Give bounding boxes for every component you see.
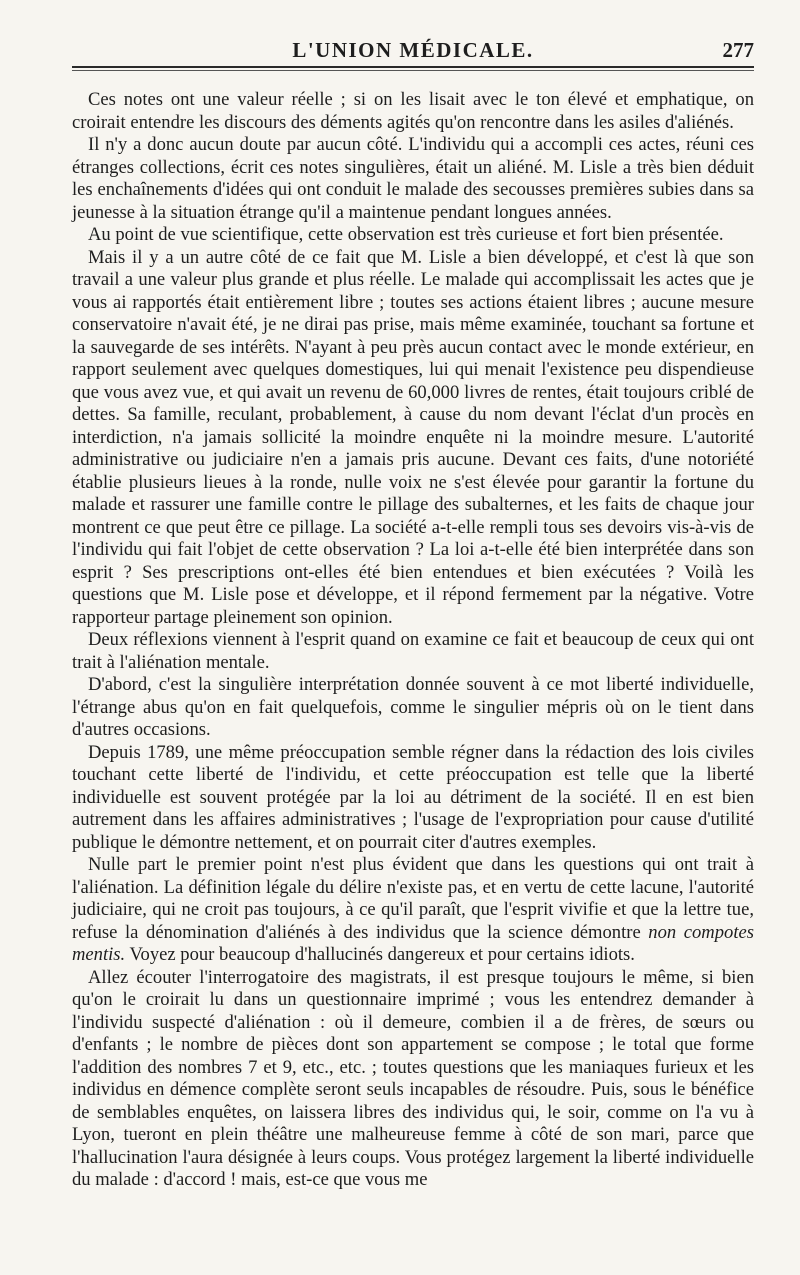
running-title: L'UNION MÉDICALE. bbox=[292, 38, 534, 62]
page-header bbox=[72, 30, 754, 62]
header-rule-thin bbox=[72, 70, 754, 71]
paragraph-6: D'abord, c'est la singulière interprétation donnée souvent à ce mot liberté individuelle, l'étrange abus qu'on en fait quelquefois, comme le singulier mépris où on le tient dans d'autres occasions. bbox=[72, 674, 754, 740]
paragraph-8-start: Nulle part le premier point n'est plus évident que dans les questions qui ont trait à l'aliénation. La définition légale du délire n'existe pas, et en vertu de cette lacune, l'autorité judiciaire, qui ne croit pas toujours, à ce qu'il paraît, que l'esprit vivifie et que la lettre tue, refuse la dénomination d'aliénés à des individus que la science démontre bbox=[72, 854, 754, 943]
paragraph-5: Deux réflexions viennent à l'esprit quand on examine ce fait et beaucoup de ceux qui ont trait à l'aliénation mentale. bbox=[72, 629, 754, 673]
paragraph-7: Depuis 1789, une même préoccupation semble régner dans la rédaction des lois civiles touchant cette liberté de l'individu, et cette préoccupation est telle que la liberté individuelle est souvent protégée par la loi au détriment de la société. Il en est bien autrement dans les affaires administratives ; l'usage de l'expropriation pour cause d'utilité publique le démontre nettement, et on pourrait citer d'autres exemples. bbox=[72, 741, 754, 853]
page-number: 277 bbox=[722, 38, 754, 62]
paragraph-8 bbox=[72, 854, 754, 967]
paragraph-9: Allez écouter l'interrogatoire des magistrats, il est presque toujours le même, si bien qu'on le croirait lu dans un questionnaire imprimé ; vous les entendrez demander à l'individu suspecté d'aliénation : où il demeure, combien il a de frères, de sœurs ou d'enfants ; le nombre de pièces dont son appartement se compose ; le total que forme l'addition des nombres 7 et 9, etc., etc. ; toutes questions que les maniaques furieux et les individus en démence complète seront seuls incapables de résoudre. Puis, sous le bénéfice de semblables enquêtes, on laissera libres des individus qui, le soir, comme on l'a vu à Lyon, tueront en plein théâtre une malheureuse femme à côté de son mari, parce que l'hallucination l'aura désignée à leurs coups. Vous protégez largement la liberté individuelle du malade : d'accord ! mais, est-ce que vous me bbox=[72, 966, 754, 1190]
paragraph-8-end: Voyez pour beaucoup d'hallucinés dangereux et pour certains idiots. bbox=[125, 944, 635, 965]
header-rule bbox=[72, 66, 754, 68]
paragraph-3: Au point de vue scientifique, cette observation est très curieuse et fort bien présentée. bbox=[88, 224, 724, 245]
paragraph-4: Mais il y a un autre côté de ce fait que M. Lisle a bien développé, et c'est là que son travail a une valeur plus grande et plus réelle. Le malade qui accomplissait les actes que je vous ai rapportés était entièrement libre ; toutes ses actions étaient libres ; aucune mesure conservatoire n'avait été, je ne dirai pas prise, mais même examinée, touchant sa fortune et la sauvegarde de ses intérêts. N'ayant à peu près aucun contact avec le monde extérieur, en rapport seulement avec quelques domestiques, lui qui menait l'existence peu dispendieuse que vous avez vue, et qui avait un revenu de 60,000 livres de rentes, était toujours criblé de dettes. Sa famille, reculant, probablement, à cause du nom devant l'éclat d'un procès en interdiction, n'a jamais sollicité la moindre enquête ni la moindre mesure. L'autorité administrative ou judiciaire n'en a jamais pris aucune. Devant ces faits, d'une notoriété établie plusieurs lieues à la ronde, nulle voix ne s'est élevée pour garantir la fortune du malade et rassurer une famille contre le pillage des subalternes, et les faits de chaque jour montrent ce que peut être ce pillage. La société a-t-elle rempli tous ses devoirs vis-à-vis de l'individu qui fait l'objet de cette observation ? La loi a-t-elle été bien interprétée dans son esprit ? Ses prescriptions ont-elles été bien entendues et bien exécutées ? Voilà les questions que M. Lisle pose et développe, et il répond fermement par la négative. Votre rapporteur partage pleinement son opinion. bbox=[72, 246, 754, 628]
paragraph-2: Il n'y a donc aucun doute par aucun côté. L'individu qui a accompli ces actes, réuni ces étranges collections, écrit ces notes singulières, était un aliéné. M. Lisle a très bien déduit les enchaînements d'idées qui ont conduit le malade des secousses premières subies dans sa jeunesse à la situation étrange qu'il a maintenue pendant longues années. bbox=[72, 134, 754, 223]
paragraph-1: Ces notes ont une valeur réelle ; si on les lisait avec le ton élevé et emphatique, on croirait entendre les discours des déments agités qu'on rencontre dans les asiles d'aliénés. bbox=[72, 89, 754, 133]
body-text bbox=[72, 89, 754, 1192]
latin-phrase: non compotes mentis. bbox=[72, 921, 754, 965]
